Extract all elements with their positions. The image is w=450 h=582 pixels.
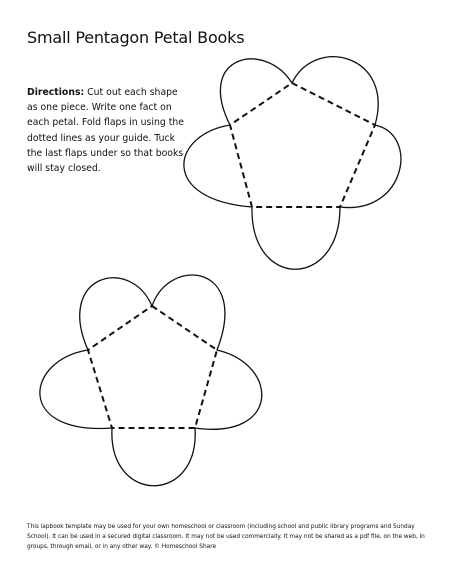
petal-book-outline-1	[184, 57, 401, 270]
directions-lead: Directions:	[27, 87, 85, 98]
petal-book-template-1	[172, 44, 418, 278]
petal-book-fold-lines-1	[230, 83, 375, 207]
page-title: Small Pentagon Petal Books	[27, 28, 245, 47]
petal-book-template-2	[32, 259, 278, 501]
copyright-footer: This lapbook template may be used for your own homeschool or classroom (including school and public library programs and Sunday School). It can be used in a secured digital classroom. It may not be used commercially. It may not be shared as a pdf file, on the web, in groups, through email, or in any other way. © Homeschool Share	[27, 524, 425, 551]
directions-paragraph	[27, 85, 185, 176]
directions-text: Cut out each shape as one piece. Write one fact on each petal. Fold flaps in using the dotted lines as your guide. Tuck the last flaps under so that books will stay closed.	[27, 87, 184, 175]
petal-book-fold-lines-2	[88, 306, 217, 428]
